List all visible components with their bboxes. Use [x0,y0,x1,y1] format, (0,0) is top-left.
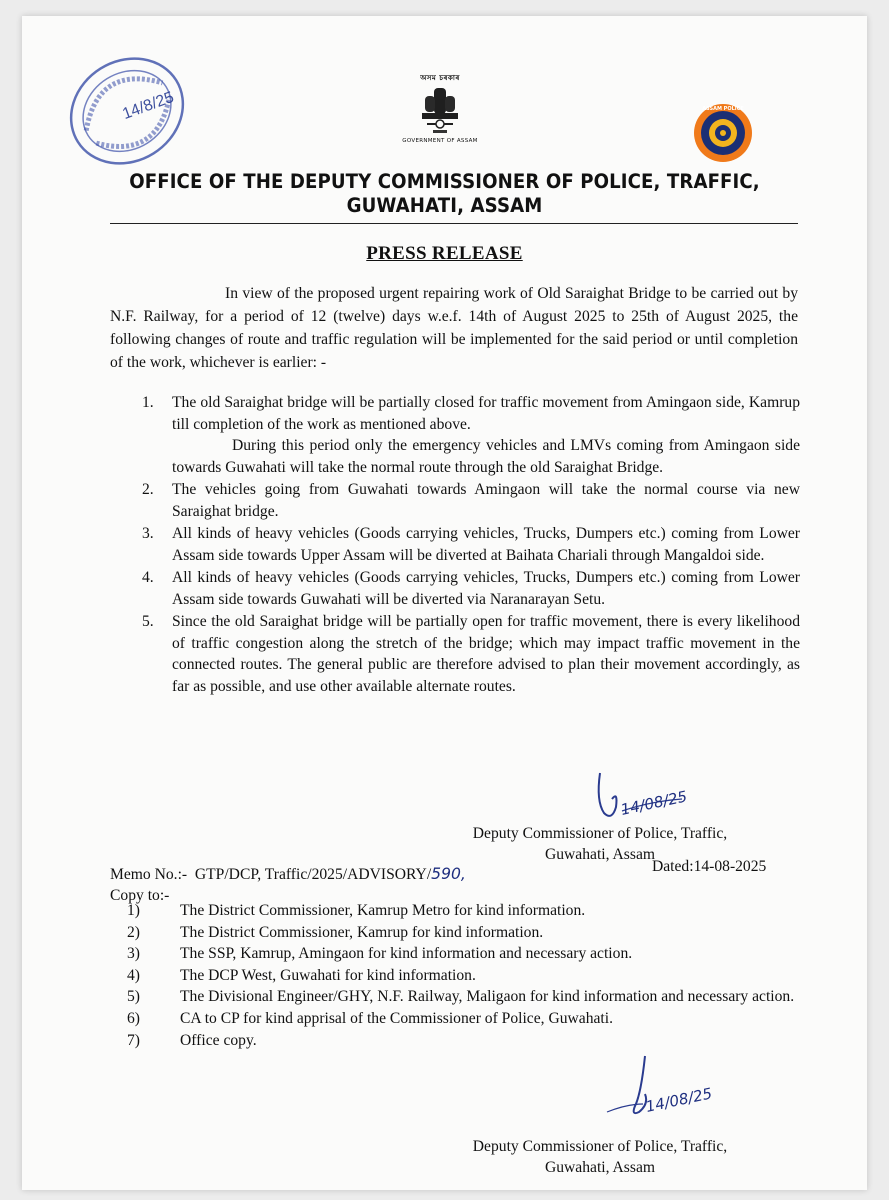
copy-text: CA to CP for kind apprisal of the Commissioner of Police, Guwahati. [180,1009,613,1027]
government-english-label: GOVERNMENT OF ASSAM [402,138,478,144]
list-item [127,986,817,1008]
item-number: 3. [142,525,154,542]
route-changes-list [142,392,800,698]
document-page [22,16,867,1190]
list-item [127,1030,817,1052]
list-item [142,567,800,610]
svg-text:14/08/25: 14/08/25 [644,1084,714,1116]
memo-line [110,858,810,884]
item-text: All kinds of heavy vehicles (Goods carrying vehicles, Trucks, Dumpers etc.) coming from Lower Assam side towards Upper Assam will be diverted at Baihata Chariali through Mangaldoi side. [172,525,800,564]
copy-text: The DCP West, Guwahati for kind information. [180,966,476,984]
copy-number: 3) [127,945,140,963]
item-text: All kinds of heavy vehicles (Goods carrying vehicles, Trucks, Dumpers etc.) coming from Lower Assam side towards Guwahati will be diverted via Naranarayan Setu. [172,569,800,608]
list-item [142,479,800,522]
intro-paragraph: In view of the proposed urgent repairing work of Old Saraighat Bridge to be carried out by N.F. Railway, for a period of 12 (twelve) days w.e.f. 14th of August 2025 to 25th of August 2025, the following changes of route and traffic regulation will be implemented for the said period or until completion of the work, whichever is earlier: - [110,285,798,371]
copy-number: 4) [127,966,140,984]
copy-number: 6) [127,1009,140,1027]
list-item [127,900,817,922]
list-item [127,965,817,987]
item-number: 1. [142,394,154,411]
item-text: The vehicles going from Guwahati towards Amingaon will take the normal course via new Saraighat bridge. [172,481,800,520]
item-number: 5. [142,613,154,630]
copy-text: The SSP, Kamrup, Amingaon for kind information and necessary action. [180,945,633,963]
designation-line1: Deputy Commissioner of Police, Traffic, [472,825,728,842]
item-text: The old Saraighat bridge will be partially closed for traffic movement from Amingaon side, Kamrup till completion of the work as mentioned above. [172,394,800,433]
copy-text: The District Commissioner, Kamrup for kind information. [180,923,544,941]
signatory-designation-2 [450,1136,750,1178]
office-title-line2: GUWAHATI, ASSAM [346,194,543,217]
item-text: Since the old Saraighat bridge will be partially open for traffic movement, there is every likelihood of traffic congestion along the stretch of the bridge; which may impact traffic movement in the connected routes. The general public are therefore advised to plan their movement accordingly, as far as possible, and use other available alternate routes. [172,613,800,695]
svg-text:14/8/25: 14/8/25 [120,88,177,124]
list-item [127,943,817,965]
memo-label: Memo No.:- [110,866,188,883]
list-item [142,611,800,697]
memo-number: GTP/DCP, Traffic/2025/ADVISORY/ [194,866,432,883]
item-number: 4. [142,569,154,586]
received-stamp [62,46,192,176]
item-number: 2. [142,481,154,498]
government-assamese-label: অসম চৰকাৰ [420,74,460,82]
press-release-title: PRESS RELEASE [366,243,523,264]
copy-number: 1) [127,902,140,919]
signature-1 [582,771,732,826]
copy-number: 5) [127,988,140,1006]
list-item [127,922,817,944]
signature-2 [587,1054,737,1124]
svg-text:14/08/25: 14/08/25 [619,787,689,819]
copy-text: The Divisional Engineer/GHY, N.F. Railway, Maligaon for kind information and necessary action. [180,988,795,1006]
item-subtext: During this period only the emergency vehicles and LMVs coming from Amingaon side towards Guwahati will take the normal route through the old Saraighat Bridge. [172,437,800,476]
copy-number: 2) [127,923,140,941]
memo-date: Dated:14-08-2025 [652,858,767,875]
copy-text: Office copy. [180,1031,257,1049]
copy-to-label: Copy to:- [110,887,170,904]
list-item [127,1008,817,1030]
copy-number: 7) [127,1031,140,1049]
memo-handwritten-number: 590, [431,865,466,883]
designation-line2: Guwahati, Assam [544,846,655,863]
national-emblem-icon [407,86,473,136]
assam-police-logo [692,102,754,164]
designation-line2: Guwahati, Assam [544,1159,655,1176]
svg-text:ASSAM POLICE: ASSAM POLICE [702,106,744,112]
list-item [142,392,800,478]
designation-line1: Deputy Commissioner of Police, Traffic, [472,1138,728,1155]
office-title-line1: OFFICE OF THE DEPUTY COMMISSIONER OF POLICE, TRAFFIC, [129,170,760,193]
copy-to-list [127,900,817,1051]
copy-text: The District Commissioner, Kamrup Metro for kind information. [180,902,586,919]
list-item [142,523,800,566]
header-divider [110,223,798,224]
